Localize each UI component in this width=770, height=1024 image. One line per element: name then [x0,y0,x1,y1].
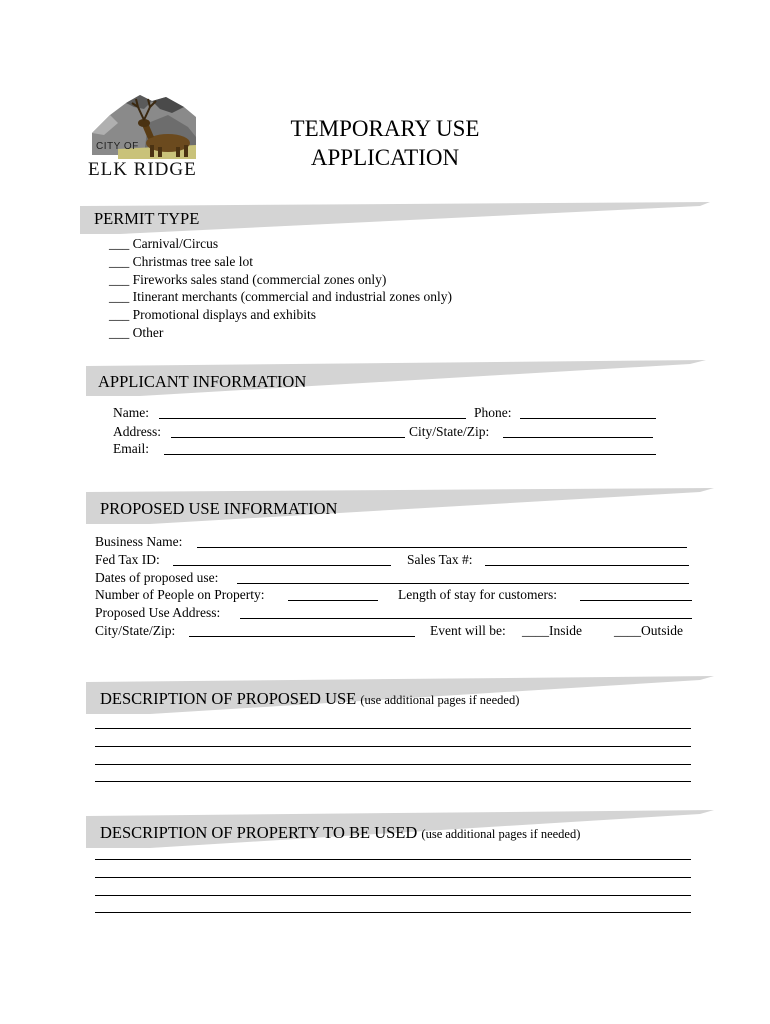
fed-tax-field[interactable] [173,565,391,566]
proposed-address-label: Proposed Use Address: [95,605,221,620]
proposed-citystatezip-field[interactable] [189,636,415,637]
applicant-address-field[interactable] [171,437,405,438]
people-count-label: Number of People on Property: [95,587,265,602]
permit-type-section-header [0,200,770,240]
permit-option-other[interactable]: ___ Other [109,325,164,340]
permit-option-itinerant[interactable]: ___ Itinerant merchants (commercial and industrial zones only) [109,289,453,304]
applicant-section-header [0,358,770,402]
applicant-heading: APPLICANT INFORMATION [98,372,307,391]
description-property-line-3[interactable] [95,895,691,896]
logo-city-text: CITY OF [96,141,139,152]
length-of-stay-field[interactable] [580,600,692,601]
description-property-note: (use additional pages if needed) [421,827,581,841]
business-name-label: Business Name: [95,534,183,549]
sales-tax-label: Sales Tax #: [407,552,473,567]
dates-field[interactable] [237,583,689,584]
applicant-email-label: Email: [113,441,149,456]
proposed-use-heading: PROPOSED USE INFORMATION [100,499,338,518]
description-property-line-1[interactable] [95,859,691,860]
event-inside-option[interactable]: ____Inside [522,623,582,638]
applicant-email-field[interactable] [164,454,656,455]
applicant-phone-field[interactable] [520,418,656,419]
event-outside-option[interactable]: ____Outside [614,623,683,638]
description-use-line-4[interactable] [95,781,691,782]
description-property-heading: DESCRIPTION OF PROPERTY TO BE USED [100,823,418,842]
page-title-line1: TEMPORARY USE [290,116,480,141]
description-use-note: (use additional pages if needed) [360,693,520,707]
description-use-heading: DESCRIPTION OF PROPOSED USE [100,689,357,708]
applicant-citystatezip-field[interactable] [503,437,653,438]
description-property-line-4[interactable] [95,912,691,913]
permit-option-christmas-tree[interactable]: ___ Christmas tree sale lot [109,254,253,269]
event-location-label: Event will be: [430,623,506,638]
dates-label: Dates of proposed use: [95,570,219,585]
description-property-heading-wrap [100,823,580,843]
description-property-section-header [0,808,770,854]
length-of-stay-label: Length of stay for customers: [398,587,557,602]
page-title-line2: APPLICATION [310,145,460,170]
proposed-address-field[interactable] [240,618,692,619]
permit-option-carnival[interactable]: ___ Carnival/Circus [109,236,219,251]
sales-tax-field[interactable] [485,565,689,566]
description-use-heading-wrap [100,689,519,709]
description-use-line-2[interactable] [95,746,691,747]
description-use-section-header [0,674,770,720]
permit-option-promotional[interactable]: ___ Promotional displays and exhibits [109,307,316,322]
permit-option-fireworks[interactable]: ___ Fireworks sales stand (commercial zones only) [109,272,387,287]
applicant-phone-label: Phone: [474,405,512,420]
proposed-use-section-header [0,486,770,530]
proposed-citystatezip-label: City/State/Zip: [95,623,176,638]
applicant-address-label: Address: [113,424,161,439]
business-name-field[interactable] [197,547,687,548]
applicant-name-field[interactable] [159,418,466,419]
description-property-line-2[interactable] [95,877,691,878]
fed-tax-label: Fed Tax ID: [95,552,160,567]
people-count-field[interactable] [288,600,378,601]
permit-type-heading: PERMIT TYPE [94,209,200,228]
description-use-line-3[interactable] [95,764,691,765]
logo-name-text: ELK RIDGE [88,159,197,180]
description-use-line-1[interactable] [95,728,691,729]
applicant-name-label: Name: [113,405,149,420]
applicant-citystatezip-label: City/State/Zip: [409,424,490,439]
city-logo [88,93,200,183]
